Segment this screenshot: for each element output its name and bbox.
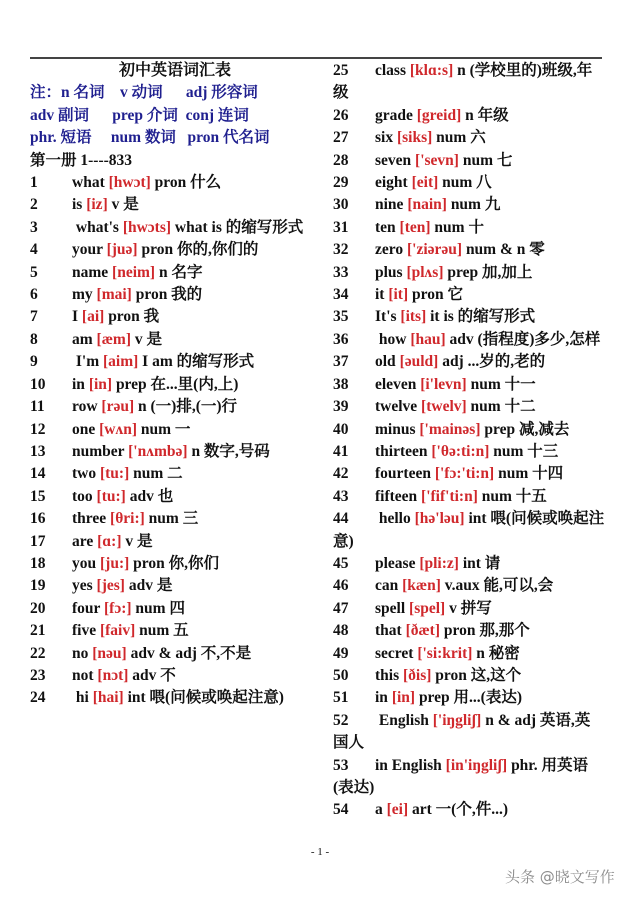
entry-word: this — [375, 666, 400, 684]
entry-number: 40 — [333, 420, 349, 438]
entry-number: 28 — [333, 151, 349, 169]
vocab-entry — [333, 284, 605, 306]
entry-word: my — [72, 286, 93, 304]
vocab-entry — [30, 598, 320, 620]
entry-number: 47 — [333, 599, 349, 617]
entry-word: no — [72, 644, 89, 662]
entry-word: your — [72, 241, 103, 259]
entry-word: thirteen — [375, 442, 428, 460]
entry-number: 6 — [30, 286, 38, 304]
entry-phonetic: [jes] — [96, 577, 125, 595]
entry-phonetic: ['si:krit] — [417, 644, 473, 662]
entry-number: 33 — [333, 263, 349, 281]
entry-number: 37 — [333, 353, 349, 371]
volume-heading: 第一册 1----833 — [30, 151, 133, 169]
entry-word: eleven — [375, 375, 417, 393]
entry-definition: adj ...岁的,老的 — [442, 353, 546, 371]
entry-number: 35 — [333, 308, 349, 326]
entry-number: 38 — [333, 375, 349, 393]
entry-word: what's — [72, 218, 119, 236]
vocab-entry — [333, 553, 605, 575]
entry-phonetic: [i'levn] — [420, 375, 467, 393]
page-number: - 1 - — [310, 846, 330, 858]
entry-definition: num 十一 — [470, 375, 536, 393]
entry-phonetic: [ai] — [81, 308, 105, 326]
entry-number: 3 — [30, 218, 38, 236]
entry-phonetic: [its] — [400, 308, 427, 326]
entry-phonetic: ['iŋgliʃ] — [432, 711, 482, 729]
entry-definition: num 十五 — [481, 487, 547, 505]
vocab-entry — [333, 351, 605, 373]
entry-phonetic: [it] — [388, 286, 409, 304]
entry-phonetic: [æm] — [96, 330, 131, 348]
entry-word: in — [72, 375, 85, 393]
entry-number: 24 — [30, 689, 46, 707]
entry-number: 20 — [30, 599, 46, 617]
entry-word: hi — [72, 689, 89, 707]
vocab-entry — [30, 441, 320, 463]
vocab-entry — [333, 575, 605, 597]
entry-word: I'm — [72, 353, 103, 371]
entry-definition: v.aux 能,可以,会 — [444, 577, 554, 595]
entry-phonetic: [plʌs] — [406, 263, 444, 281]
entry-phonetic: [nɔt] — [97, 666, 129, 684]
entry-phonetic: [iz] — [86, 196, 108, 214]
entry-definition: num 十四 — [498, 465, 564, 483]
entry-word: name — [72, 263, 109, 281]
entry-number: 4 — [30, 241, 38, 259]
vocab-entry — [30, 396, 320, 418]
vocab-entry — [333, 329, 605, 351]
entry-number: 8 — [30, 330, 38, 348]
entry-number: 9 — [30, 353, 38, 371]
entry-number: 29 — [333, 174, 349, 192]
vocab-entry — [30, 463, 320, 485]
entry-definition: pron 那,那个 — [443, 622, 530, 640]
entry-word: that — [375, 622, 402, 640]
entry-number: 16 — [30, 510, 46, 528]
entry-word: seven — [375, 151, 412, 169]
entry-word: four — [72, 599, 101, 617]
entry-word: are — [72, 532, 94, 550]
entry-definition: it is 的缩写形式 — [430, 308, 536, 326]
entry-word: row — [72, 398, 98, 416]
entry-number: 14 — [30, 465, 46, 483]
entry-word: ten — [375, 218, 396, 236]
entry-definition: num 九 — [450, 196, 501, 214]
vocab-entry — [333, 105, 605, 127]
entry-number: 39 — [333, 398, 349, 416]
entry-phonetic: [in'iŋgliʃ] — [445, 756, 508, 774]
entry-definition: pron 我的 — [135, 286, 203, 304]
entry-word: please — [375, 554, 416, 572]
entry-word: fourteen — [375, 465, 431, 483]
entry-word: minus — [375, 420, 416, 438]
vocab-entry — [333, 306, 605, 328]
vocab-entry — [333, 441, 605, 463]
entry-definition: int 喂(问候或唤起注意) — [127, 689, 284, 707]
entry-definition: num 十三 — [493, 442, 559, 460]
entry-number: 54 — [333, 801, 349, 819]
entry-phonetic: [twelv] — [421, 398, 467, 416]
entry-phonetic: [ðis] — [403, 666, 432, 684]
entry-word: it — [375, 286, 385, 304]
entry-phonetic: ['sevn] — [415, 151, 459, 169]
entry-phonetic: [tu:] — [96, 487, 126, 505]
watermark: 头条 @晓文写作 — [505, 868, 615, 886]
entry-definition: adv 也 — [129, 487, 174, 505]
entry-definition: v 拼写 — [449, 599, 492, 617]
vocab-entry — [333, 374, 605, 396]
entry-word: old — [375, 353, 396, 371]
entry-phonetic: [faiv] — [99, 622, 136, 640]
entry-word: a — [375, 801, 383, 819]
entry-word: three — [72, 510, 107, 528]
entry-number: 1 — [30, 174, 38, 192]
entry-number: 49 — [333, 644, 349, 662]
vocab-entry — [333, 463, 605, 485]
entry-number: 17 — [30, 532, 46, 550]
entry-word: you — [72, 554, 97, 572]
entry-phonetic: ['mainəs] — [419, 420, 481, 438]
entry-number: 5 — [30, 263, 38, 281]
entry-phonetic: [wʌn] — [99, 420, 138, 438]
entry-word: nine — [375, 196, 404, 214]
entry-number: 26 — [333, 106, 349, 124]
vocab-entry — [30, 374, 320, 396]
vocab-entry — [30, 687, 320, 709]
vocab-entry — [333, 598, 605, 620]
entry-phonetic: [hau] — [410, 330, 446, 348]
vocab-entry — [333, 239, 605, 261]
entry-word: hello — [375, 510, 411, 528]
entry-number: 12 — [30, 420, 46, 438]
entry-definition: n 秘密 — [476, 644, 520, 662]
right-column — [333, 60, 605, 822]
entry-number: 51 — [333, 689, 349, 707]
entry-word: eight — [375, 174, 408, 192]
entry-word: in — [375, 689, 388, 707]
entry-definition: art 一(个,件...) — [412, 801, 509, 819]
vocab-entry — [333, 194, 605, 216]
vocab-entry — [30, 239, 320, 261]
vocab-entry — [333, 643, 605, 665]
entry-phonetic: [tu:] — [99, 465, 130, 483]
entry-number: 30 — [333, 196, 349, 214]
entry-phonetic: [hə'ləu] — [414, 510, 465, 528]
entry-definition: pron 什么 — [154, 174, 222, 192]
entry-definition: prep 在...里(内,上) — [115, 375, 239, 393]
entry-definition: num & n 零 — [465, 241, 545, 259]
entry-number: 44 — [333, 510, 349, 528]
left-column — [30, 60, 320, 710]
entry-definition: adv & adj 不,不是 — [130, 644, 252, 662]
entry-number: 15 — [30, 487, 46, 505]
vocab-entry — [333, 150, 605, 172]
entry-definition: num 二 — [133, 465, 183, 483]
entry-definition: n (一)排,(一)行 — [138, 398, 238, 416]
entry-number: 41 — [333, 442, 349, 460]
entry-word: number — [72, 442, 125, 460]
entry-phonetic: [rəu] — [101, 398, 135, 416]
entry-word: can — [375, 577, 399, 595]
entry-phonetic: [siks] — [396, 129, 433, 147]
entry-number: 36 — [333, 330, 349, 348]
entry-phonetic: [mai] — [96, 286, 132, 304]
entry-definition: pron 我 — [108, 308, 160, 326]
entry-number: 53 — [333, 756, 349, 774]
entry-number: 11 — [30, 398, 45, 416]
entry-definition: num 四 — [135, 599, 185, 617]
document-title: 初中英语词汇表 — [118, 62, 231, 79]
entry-number: 25 — [333, 62, 349, 79]
vocab-entry — [30, 643, 320, 665]
entry-definition: v 是 — [111, 196, 139, 214]
entry-definition: num 五 — [139, 622, 189, 640]
entry-word: is — [72, 196, 83, 214]
entry-phonetic: [nain] — [407, 196, 447, 214]
entry-definition: what is 的缩写形式 — [174, 218, 304, 236]
entry-definition: I am 的缩写形式 — [142, 353, 255, 371]
entry-phonetic: [greid] — [416, 106, 462, 124]
entry-definition: n 年级 — [465, 106, 509, 124]
entry-phonetic: [pli:z] — [419, 554, 459, 572]
entry-phonetic: [in] — [88, 375, 113, 393]
entry-phonetic: [kæn] — [402, 577, 441, 595]
entry-number: 27 — [333, 129, 349, 147]
vocab-list-left — [30, 172, 320, 710]
entry-word: six — [375, 129, 394, 147]
entry-definition: pron 你的,你们的 — [141, 241, 259, 259]
vocab-entry — [30, 217, 320, 239]
entry-number: 48 — [333, 622, 349, 640]
entry-number: 45 — [333, 554, 349, 572]
legend-note: 注：n 名词 v 动词 adj 形容词 — [30, 84, 258, 102]
vocab-entry — [30, 351, 320, 373]
entry-definition: num 七 — [462, 151, 513, 169]
entry-definition: adv 是 — [128, 577, 173, 595]
entry-number: 2 — [30, 196, 38, 214]
entry-word: secret — [375, 644, 414, 662]
entry-word: how — [375, 330, 407, 348]
entry-definition: v 是 — [134, 330, 162, 348]
entry-phonetic: [ɑ:] — [97, 532, 122, 550]
vocab-entry — [333, 508, 605, 553]
vocab-entry — [333, 687, 605, 709]
vocab-entry — [333, 217, 605, 239]
entry-phonetic: [spel] — [409, 599, 446, 617]
vocab-entry — [30, 486, 320, 508]
entry-definition: pron 这,这个 — [435, 666, 522, 684]
vocab-entry — [333, 262, 605, 284]
entry-number: 43 — [333, 487, 349, 505]
entry-word: I — [72, 308, 82, 326]
legend-note: adv 副词 prep 介词 conj 连词 — [30, 106, 249, 124]
entry-definition: n 名字 — [158, 263, 203, 281]
entry-definition: num 十 — [434, 218, 484, 236]
vocab-entry — [333, 172, 605, 194]
entry-number: 13 — [30, 442, 46, 460]
entry-definition: pron 你,你们 — [133, 554, 219, 572]
entry-definition: adv (指程度)多少,怎样 — [449, 330, 601, 348]
vocab-entry — [30, 531, 320, 553]
vocab-entry — [333, 665, 605, 687]
entry-word: yes — [72, 577, 93, 595]
vocab-entry — [333, 755, 605, 800]
vocab-entry — [30, 553, 320, 575]
entry-phonetic: ['θə:ti:n] — [431, 442, 490, 460]
vocab-entry — [333, 419, 605, 441]
entry-number: 22 — [30, 644, 46, 662]
entry-number: 52 — [333, 711, 349, 729]
entry-word: two — [72, 465, 97, 483]
entry-number: 10 — [30, 375, 46, 393]
entry-number: 21 — [30, 622, 46, 640]
entry-phonetic: ['fif'ti:n] — [421, 487, 478, 505]
entry-phonetic: [klɑ:s] — [409, 62, 454, 79]
vocab-entry — [333, 486, 605, 508]
entry-number: 18 — [30, 554, 46, 572]
entry-phonetic: [ju:] — [100, 554, 130, 572]
entry-number: 34 — [333, 286, 349, 304]
entry-phonetic: [nəu] — [92, 644, 127, 662]
legend-note: phr. 短语 num 数词 pron 代名词 — [30, 129, 270, 147]
entry-phonetic: ['nʌmbə] — [128, 442, 188, 460]
vocab-entry — [30, 306, 320, 328]
entry-word: spell — [375, 599, 406, 617]
entry-number: 19 — [30, 577, 46, 595]
entry-definition: int 请 — [462, 554, 501, 572]
vocab-list-right — [333, 60, 605, 822]
entry-word: am — [72, 330, 93, 348]
vocab-entry — [333, 127, 605, 149]
entry-phonetic: [əuld] — [399, 353, 439, 371]
entry-word: class — [375, 62, 406, 79]
entry-word: zero — [375, 241, 404, 259]
entry-phonetic: [in] — [391, 689, 416, 707]
entry-word: twelve — [375, 398, 418, 416]
vocab-entry — [333, 60, 605, 105]
entry-definition: num 三 — [148, 510, 199, 528]
entry-word: five — [72, 622, 97, 640]
entry-phonetic: ['ziərəu] — [406, 241, 463, 259]
entry-definition: adv 不 — [132, 666, 176, 684]
entry-phonetic: [θri:] — [110, 510, 145, 528]
entry-number: 50 — [333, 666, 349, 684]
entry-phonetic: [neim] — [112, 263, 156, 281]
vocab-entry — [333, 799, 605, 821]
entry-definition: n & adj 英语,英国人 — [333, 711, 591, 752]
entry-word: plus — [375, 263, 403, 281]
entry-definition: prep 加,加上 — [447, 263, 533, 281]
entry-definition: prep 用...(表达) — [418, 689, 522, 707]
entry-phonetic: ['fɔ:'ti:n] — [434, 465, 495, 483]
entry-word: in English — [375, 756, 442, 774]
vocab-entry — [333, 620, 605, 642]
entry-definition: prep 减,减去 — [484, 420, 570, 438]
entry-definition: n (学校里的)班级,年级 — [333, 62, 593, 102]
entry-definition: phr. 用英语(表达) — [333, 756, 589, 796]
entry-definition: num 十二 — [470, 398, 536, 416]
entry-number: 23 — [30, 666, 46, 684]
entry-number: 31 — [333, 218, 349, 236]
entry-definition: num 六 — [436, 129, 486, 147]
vocab-entry — [30, 575, 320, 597]
entry-number: 7 — [30, 308, 38, 326]
entry-definition: num 一 — [140, 420, 191, 438]
entry-phonetic: [hai] — [92, 689, 124, 707]
entry-phonetic: [juə] — [106, 241, 138, 259]
vocab-entry — [333, 710, 605, 755]
vocab-entry — [30, 284, 320, 306]
vocab-entry — [30, 620, 320, 642]
entry-definition: pron 它 — [412, 286, 463, 304]
entry-definition: int 喂(问候或唤起注意) — [333, 510, 605, 550]
entry-number: 32 — [333, 241, 349, 259]
entry-definition: v 是 — [125, 532, 153, 550]
entry-phonetic: [ten] — [399, 218, 431, 236]
entry-word: what — [72, 174, 105, 192]
entry-word: It's — [375, 308, 397, 326]
entry-phonetic: [hwɔt] — [108, 174, 151, 192]
vocab-entry — [30, 508, 320, 530]
entry-phonetic: [aim] — [103, 353, 139, 371]
entry-phonetic: [fɔ:] — [104, 599, 132, 617]
vocab-entry — [30, 419, 320, 441]
vocab-entry — [333, 396, 605, 418]
entry-number: 46 — [333, 577, 349, 595]
entry-word: English — [375, 711, 429, 729]
entry-word: too — [72, 487, 93, 505]
entry-number: 42 — [333, 465, 349, 483]
vocab-entry — [30, 194, 320, 216]
entry-word: grade — [375, 106, 413, 124]
vocab-entry — [30, 262, 320, 284]
top-rule — [30, 57, 602, 59]
entry-phonetic: [ei] — [386, 801, 409, 819]
entry-phonetic: [ðæt] — [405, 622, 441, 640]
entry-definition: n 数字,号码 — [191, 442, 270, 460]
entry-word: not — [72, 666, 94, 684]
entry-word: one — [72, 420, 96, 438]
entry-phonetic: [eit] — [411, 174, 439, 192]
entry-phonetic: [hwɔts] — [122, 218, 172, 236]
vocab-entry — [30, 172, 320, 194]
vocab-entry — [30, 665, 320, 687]
vocab-entry — [30, 329, 320, 351]
entry-word: fifteen — [375, 487, 418, 505]
entry-definition: num 八 — [442, 174, 492, 192]
